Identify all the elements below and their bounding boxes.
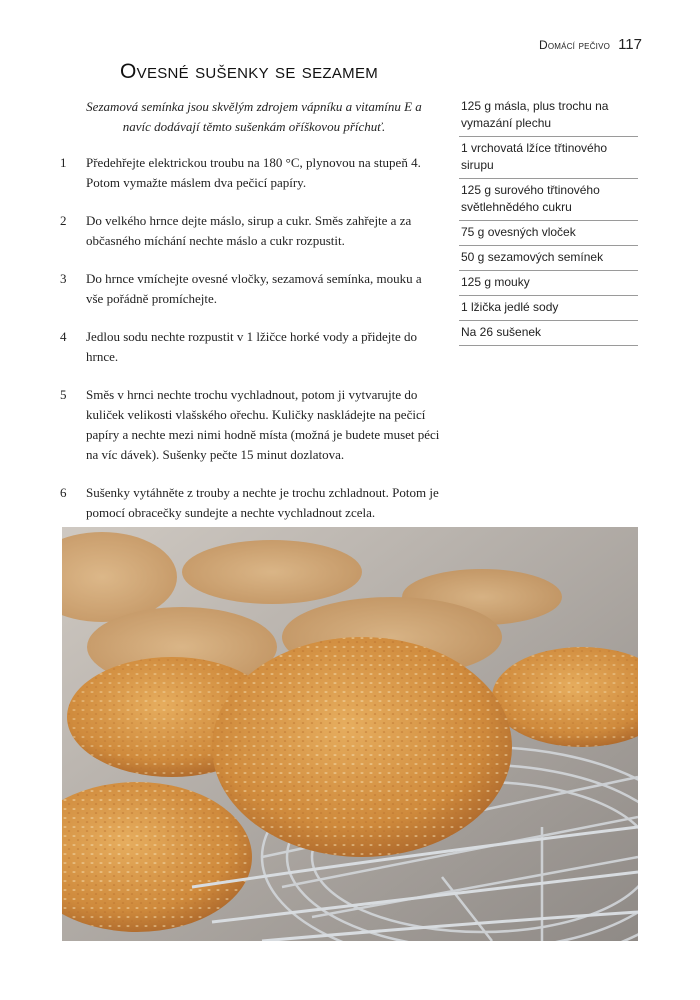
- step-text: Předehřejte elektrickou troubu na 180 °C, plynovou na stupeň 4. Potom vymažte máslem dva pečicí papíry.: [86, 155, 421, 190]
- step-text: Do velkého hrnce dejte máslo, sirup a cukr. Směs zahřejte a za občasného míchání nechte máslo a cukr rozpustit.: [86, 213, 412, 248]
- ingredient-item: 50 g sezamových semínek: [459, 246, 638, 271]
- step-text: Směs v hrnci nechte trochu vychladnout, potom ji vytvarujte do kuliček velikosti vlašského ořechu. Kuličky naskládejte na pečicí papíry a nechte mezi nimi hodně místa (možná je budete muset péci na víc dávek). Sušenky pečte 15 minut dozlatova.: [86, 387, 440, 462]
- ingredient-yield: Na 26 sušenek: [459, 321, 638, 346]
- step-number: 2: [60, 213, 67, 228]
- step-number: 6: [60, 485, 67, 500]
- page-number: 117: [618, 36, 642, 53]
- method-step: [60, 211, 440, 251]
- step-number: 4: [60, 329, 67, 344]
- ingredient-item: 125 g mouky: [459, 271, 638, 296]
- recipe-title: Ovesné sušenky se sezamem: [120, 60, 379, 83]
- method-step: [60, 153, 440, 193]
- step-text: Sušenky vytáhněte z trouby a nechte je trochu zchladnout. Potom je pomocí obracečky sundejte a nechte vychladnout zcela.: [86, 485, 439, 520]
- ingredient-item: 75 g ovesných vloček: [459, 221, 638, 246]
- running-head: [539, 36, 642, 53]
- recipe-photo: [62, 527, 638, 941]
- ingredient-item: 125 g másla, plus trochu na vymazání plechu: [459, 95, 638, 137]
- step-number: 3: [60, 271, 67, 286]
- step-text: Jedlou sodu nechte rozpustit v 1 lžičce horké vody a přidejte do hrnce.: [86, 329, 418, 364]
- step-number: 1: [60, 155, 67, 170]
- step-text: Do hrnce vmíchejte ovesné vločky, sezamová semínka, mouku a vše pořádně promíchejte.: [86, 271, 422, 306]
- method-step: [60, 385, 440, 465]
- method-step: [60, 327, 440, 367]
- method-step: [60, 269, 440, 309]
- ingredient-item: 1 vrchovatá lžíce třtinového sirupu: [459, 137, 638, 179]
- ingredients-list: [459, 95, 638, 346]
- cookies-photo-illustration: [62, 527, 638, 941]
- method-steps: [60, 153, 440, 541]
- ingredient-item: 125 g surového třtinového světlehnědého cukru: [459, 179, 638, 221]
- method-step: [60, 483, 440, 523]
- section-name: Domácí pečivo: [539, 38, 611, 52]
- recipe-intro: Sezamová semínka jsou skvělým zdrojem vápníku a vitamínu E a navíc dodávají těmto sušenkám oříškovou příchuť.: [86, 99, 422, 134]
- step-number: 5: [60, 387, 67, 402]
- ingredient-item: 1 lžička jedlé sody: [459, 296, 638, 321]
